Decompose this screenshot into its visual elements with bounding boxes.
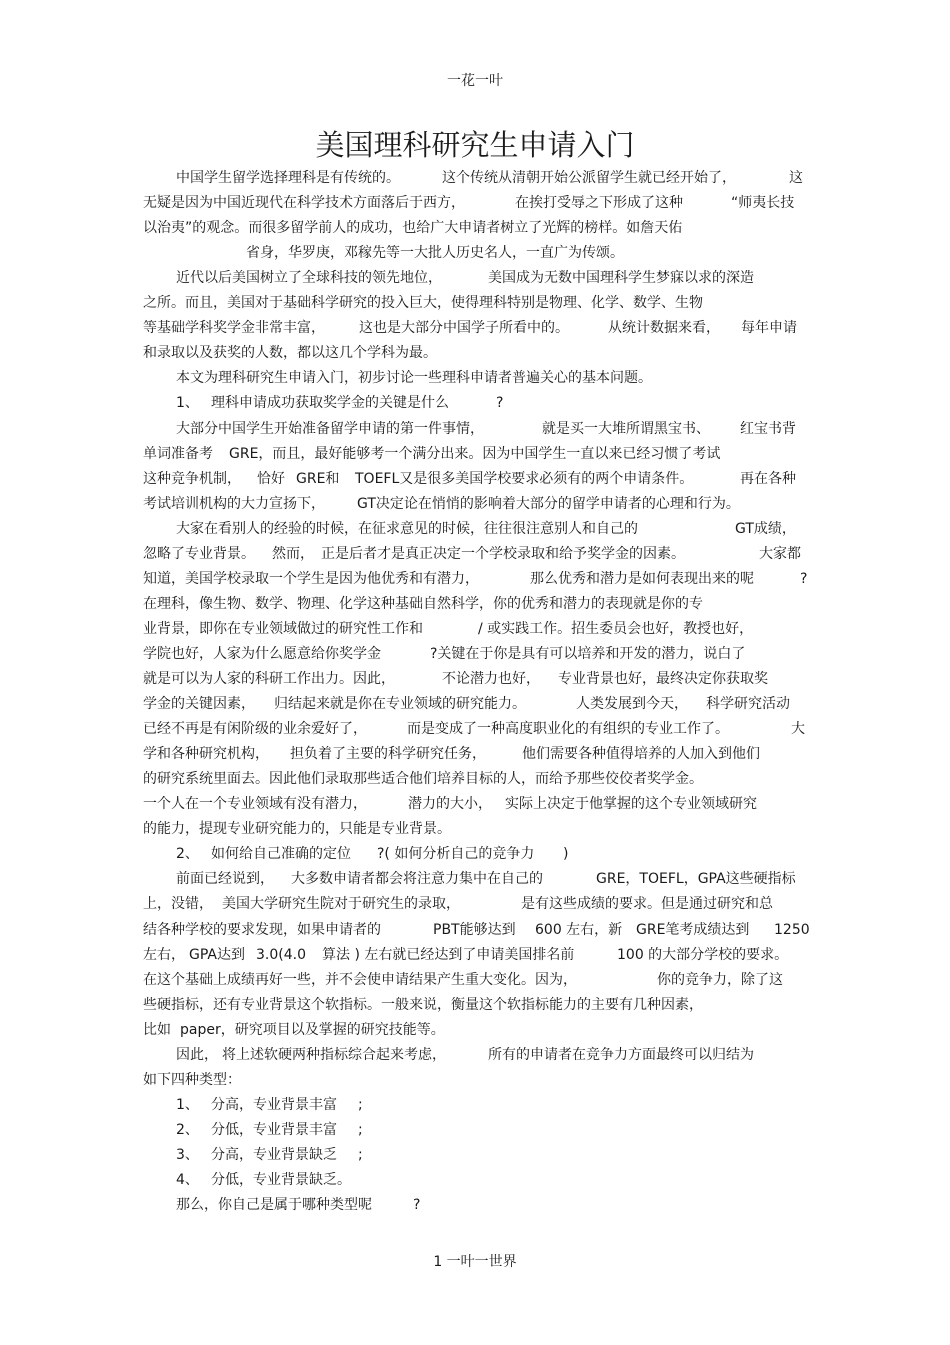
- text-segment: 理科申请成功获取奖学金的关键是什么: [211, 395, 449, 412]
- text-segment: 本文为理科研究生申请入门，初步讨论一些理科申请者普遍关心的基本问题。: [176, 370, 652, 387]
- text-segment: 这个传统从清朝开始公派留学生就已经开始了，: [442, 170, 736, 186]
- text-segment: 1、: [176, 1096, 199, 1113]
- text-segment: ;: [358, 1146, 363, 1163]
- text-line: [0, 391, 950, 416]
- text-segment: 的能力，提现专业研究能力的，只能是专业背景。: [143, 821, 451, 838]
- text-segment: 已经不再是有闲阶级的业余爱好了，: [143, 721, 367, 738]
- text-segment: paper，研究项目以及掌握的研究技能等。: [180, 1021, 445, 1038]
- text-segment: 他们需要各种值得培养的人加入到他们: [522, 746, 760, 763]
- text-segment: 再在各种: [740, 470, 796, 487]
- text-segment: 从统计数据来看，: [608, 320, 720, 337]
- text-segment: 以治夷”的观念。而很多留学前人的成功，也给广大申请者树立了光辉的榜样。如詹天佑: [143, 220, 683, 237]
- text-segment: GPA达到: [189, 946, 245, 963]
- text-line: [0, 517, 950, 542]
- text-segment: 的研究系统里面去。因此他们录取那些适合他们培养目标的人，而给予那些佼佼者奖学金。: [143, 771, 703, 788]
- text-line: [0, 191, 950, 216]
- text-segment: 担负着了主要的科学研究任务，: [290, 746, 486, 763]
- page-footer: 1 一叶一世界: [433, 1254, 517, 1270]
- text-line: [0, 817, 950, 842]
- text-line: [0, 241, 950, 266]
- text-line: [0, 216, 950, 241]
- text-segment: ;: [358, 1096, 363, 1113]
- text-segment: ): [563, 846, 569, 863]
- text-line: [0, 742, 950, 767]
- text-segment: 在这个基础上成绩再好一些，并不会使申请结果产生重大变化。因为，: [143, 971, 577, 988]
- text-line: [0, 316, 950, 341]
- text-segment: 不论潜力也好，: [442, 671, 540, 687]
- text-segment: 大家都: [759, 545, 801, 562]
- text-segment: 分低，专业背景缺乏。: [211, 1172, 351, 1188]
- text-line: [0, 442, 950, 467]
- text-segment: 大家在看别人的经验的时候，在征求意见的时候，往往很注意别人和自己的: [176, 520, 638, 537]
- text-segment: 因此，: [176, 1046, 218, 1063]
- text-segment: 实际上决定于他掌握的这个专业领域研究: [505, 796, 757, 813]
- text-line: [0, 492, 950, 517]
- text-segment: 恰好: [257, 470, 285, 487]
- page-header: 一花一叶: [447, 73, 503, 89]
- text-segment: 所有的申请者在竞争力方面最终可以归结为: [488, 1046, 754, 1063]
- text-segment: 如下四种类型：: [143, 1071, 241, 1088]
- text-segment: 这种竞争机制，: [143, 470, 241, 487]
- text-line: [0, 767, 950, 792]
- text-segment: ?( 如何分析自己的竞争力: [377, 846, 535, 863]
- text-line: [0, 266, 950, 291]
- text-segment: 3.0(4.0: [256, 946, 306, 963]
- text-segment: PBT能够达到: [433, 921, 516, 938]
- text-segment: 是有这些成绩的要求。但是通过研究和总: [521, 896, 773, 913]
- text-segment: 上，没错，: [143, 896, 213, 913]
- text-segment: 将上述软硬两种指标综合起来考虑，: [222, 1046, 446, 1063]
- text-segment: ?: [413, 1197, 421, 1214]
- text-segment: 600 左右，新: [535, 921, 623, 938]
- text-segment: 业背景，即你在专业领域做过的研究性工作和: [143, 620, 423, 637]
- text-segment: 那么，你自己是属于哪种类型呢: [176, 1197, 372, 1214]
- text-segment: 算法 ) 左右就已经达到了申请美国排名前: [322, 946, 575, 963]
- text-segment: / 或实践工作。招生委员会也好，教授也好，: [478, 620, 754, 637]
- text-segment: 一个人在一个专业领域有没有潜力，: [143, 796, 367, 813]
- text-line: [0, 792, 950, 817]
- text-segment: 在理科，像生物、数学、物理、化学这种基础自然科学，你的优秀和潜力的表现就是你的专: [143, 595, 703, 612]
- text-line: [0, 417, 950, 442]
- text-segment: 大: [791, 721, 805, 738]
- text-segment: 大多数申请者都会将注意力集中在自己的: [291, 871, 543, 888]
- text-line: [0, 1168, 950, 1193]
- text-segment: 1250: [774, 921, 810, 938]
- text-segment: 大部分中国学生开始准备留学申请的第一件事情，: [176, 420, 484, 437]
- text-line: [0, 341, 950, 366]
- text-segment: 100 的大部分学校的要求。: [617, 946, 789, 963]
- text-segment: 中国学生留学选择理科是有传统的。: [176, 170, 400, 186]
- text-line: [0, 943, 950, 968]
- text-segment: 比如: [143, 1021, 171, 1038]
- text-segment: GT决定论在悄悄的影响着大部分的留学申请者的心理和行为。: [357, 495, 740, 512]
- text-line: [0, 542, 950, 567]
- text-segment: 学院也好，人家为什么愿意给你奖学金: [143, 645, 381, 662]
- text-segment: 单词准备考: [143, 445, 213, 462]
- text-segment: 正是后者才是真正决定一个学校录取和给予奖学金的因素。: [321, 545, 685, 562]
- text-segment: “师夷长技: [731, 195, 795, 212]
- text-segment: 知道，美国学校录取一个学生是因为他优秀和有潜力，: [143, 570, 479, 587]
- text-segment: ?关键在于你是具有可以培养和开发的潜力，说白了: [430, 645, 746, 662]
- text-segment: 4、: [176, 1172, 199, 1188]
- text-segment: 1、: [176, 395, 199, 412]
- text-segment: 学金的关键因素，: [143, 696, 255, 713]
- text-segment: 2、: [176, 846, 199, 863]
- text-segment: 和录取以及获奖的人数，都以这几个学科为最。: [143, 345, 437, 362]
- text-line: [0, 1018, 950, 1043]
- text-segment: 忽略了专业背景。: [143, 545, 255, 562]
- document-title: 美国理科研究生申请入门: [315, 128, 635, 162]
- text-segment: GT成绩，: [735, 520, 796, 537]
- text-segment: 这也是大部分中国学子所看中的。: [359, 320, 569, 337]
- text-segment: 在挨打受辱之下形成了这种: [515, 195, 683, 212]
- text-line: [0, 1193, 950, 1218]
- text-segment: 左右，: [143, 946, 185, 963]
- text-line: [0, 1118, 950, 1143]
- text-segment: 潜力的大小，: [408, 796, 492, 813]
- text-line: [0, 918, 950, 943]
- text-segment: 专业背景也好，最终决定你获取奖: [558, 671, 768, 687]
- text-segment: ?: [496, 395, 504, 412]
- text-segment: 而是变成了一种高度职业化的有组织的专业工作了。: [407, 721, 729, 738]
- text-line: [0, 692, 950, 717]
- text-segment: 这: [789, 170, 803, 186]
- text-segment: 归结起来就是你在专业领域的研究能力。: [274, 696, 526, 713]
- text-line: [0, 567, 950, 592]
- text-segment: GRE和: [296, 470, 340, 487]
- text-segment: 你的竞争力，除了这: [657, 971, 783, 988]
- text-line: [0, 968, 950, 993]
- text-line: [0, 642, 950, 667]
- text-segment: 就是买一大堆所谓黑宝书、: [542, 420, 710, 437]
- text-line: [0, 617, 950, 642]
- text-line: [0, 842, 950, 867]
- text-segment: 省身，华罗庚，邓稼先等一大批人历史名人，一直广为传颂。: [246, 245, 624, 262]
- text-segment: 3、: [176, 1146, 199, 1163]
- text-line: [0, 717, 950, 742]
- text-segment: GRE，TOEFL，GPA这些硬指标: [596, 871, 796, 888]
- text-segment: ;: [358, 1121, 363, 1138]
- text-segment: 红宝书背: [740, 420, 796, 437]
- text-segment: 美国大学研究生院对于研究生的录取，: [222, 896, 460, 913]
- text-segment: 2、: [176, 1121, 199, 1138]
- text-segment: 分高，专业背景缺乏: [211, 1146, 337, 1163]
- text-segment: 如何给自己准确的定位: [211, 846, 351, 863]
- text-segment: 考试培训机构的大力宣扬下，: [143, 495, 325, 512]
- text-segment: 每年申请: [741, 320, 797, 337]
- text-line: [0, 1043, 950, 1068]
- text-line: [0, 467, 950, 492]
- text-line: [0, 1143, 950, 1168]
- text-line: [0, 993, 950, 1018]
- text-segment: ?: [800, 570, 808, 587]
- text-segment: 分低，专业背景丰富: [211, 1121, 337, 1138]
- text-segment: 近代以后美国树立了全球科技的领先地位，: [176, 270, 442, 287]
- text-segment: GRE笔考成绩达到: [636, 921, 750, 938]
- text-line: [0, 667, 950, 692]
- text-segment: 就是可以为人家的科研工作出力。因此，: [143, 671, 395, 687]
- text-line: [0, 366, 950, 391]
- text-line: [0, 1068, 950, 1093]
- text-segment: 些硬指标，还有专业背景这个软指标。一般来说，衡量这个软指标能力的主要有几种因素，: [143, 996, 703, 1013]
- text-segment: 科学研究活动: [706, 696, 790, 713]
- text-segment: 人类发展到今天，: [576, 696, 688, 713]
- text-line: [0, 892, 950, 917]
- text-line: [0, 291, 950, 316]
- text-segment: 结各种学校的要求发现，如果申请者的: [143, 921, 381, 938]
- text-segment: 分高，专业背景丰富: [211, 1096, 337, 1113]
- text-line: [0, 166, 950, 191]
- text-line: [0, 867, 950, 892]
- text-segment: 等基础学科奖学金非常丰富，: [143, 320, 325, 337]
- text-segment: TOEFL又是很多美国学校要求必须有的两个申请条件。: [355, 470, 694, 487]
- text-segment: 那么优秀和潜力是如何表现出来的呢: [530, 570, 754, 587]
- text-segment: 然而，: [272, 545, 314, 562]
- text-segment: 美国成为无数中国理科学生梦寐以求的深造: [488, 270, 754, 287]
- text-line: [0, 592, 950, 617]
- text-segment: 无疑是因为中国近现代在科学技术方面落后于西方，: [143, 195, 465, 212]
- text-segment: 之所。而且，美国对于基础科学研究的投入巨大，使得理科特别是物理、化学、数学、生物: [143, 295, 703, 312]
- text-segment: 学和各种研究机构，: [143, 746, 269, 763]
- text-line: [0, 1093, 950, 1118]
- text-segment: 前面已经说到，: [176, 871, 274, 888]
- text-segment: GRE，而且，最好能够考一个满分出来。因为中国学生一直以来已经习惯了考试: [229, 445, 721, 462]
